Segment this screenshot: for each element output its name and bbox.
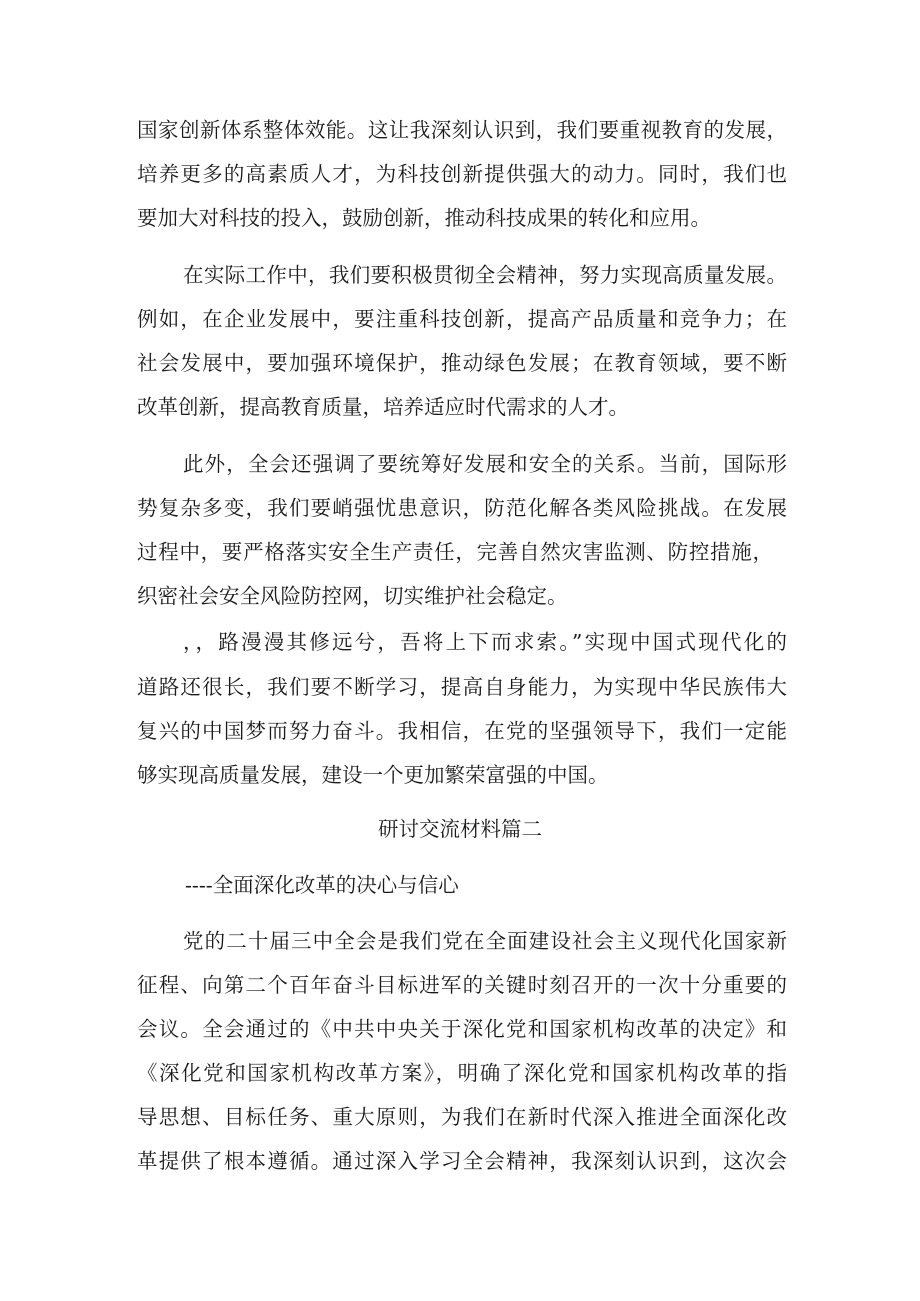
paragraph-2-line-1: 在实际工作中，我们要积极贯彻全会精神，努力实现高质量发展。 [183, 263, 787, 287]
paragraph-2-line-4: 改革创新，提高教育质量，培养适应时代需求的人才。 [137, 395, 629, 419]
paragraph-3-line-1: 此外，全会还强调了要统筹好发展和安全的关系。当前，国际形 [183, 452, 787, 476]
paragraph-1-line-2: 培养更多的高素质人才，为科技创新提供强大的动力。同时，我们也 [137, 162, 787, 186]
paragraph-1-line-1: 国家创新体系整体效能。这让我深刻认识到，我们要重视教育的发展， [137, 118, 787, 142]
paragraph-4-line-3: 复兴的中国梦而努力奋斗。我相信，在党的坚强领导下，我们一定能 [137, 719, 787, 743]
paragraph-4-line-4: 够实现高质量发展，建设一个更加繁荣富强的中国。 [137, 763, 609, 787]
paragraph-2-line-3: 社会发展中，要加强环境保护，推动绿色发展；在教育领域，要不断 [137, 351, 787, 375]
section-paragraph-line-6: 革提供了根本遵循。通过深入学习全会精神，我深刻认识到，这次会 [137, 1149, 787, 1173]
paragraph-4-line-1: ，，路漫漫其修远兮，吾将上下而求索。”实现中国式现代化的 [183, 630, 787, 654]
paragraph-3-line-2: 势复杂多变，我们要峭强忧患意识，防范化解各类风险挑战。在发展 [137, 496, 787, 520]
section-paragraph-line-3: 会议。全会通过的《中共中央关于深化党和国家机构改革的决定》和 [137, 1017, 787, 1041]
paragraph-2-line-2: 例如，在企业发展中，要注重科技创新，提高产品质量和竞争力；在 [137, 307, 787, 331]
section-paragraph-line-5: 导思想、目标任务、重大原则，为我们在新时代深入推进全面深化改 [137, 1105, 787, 1129]
section-subtitle: ----全面深化改革的决心与信心 [185, 873, 459, 897]
section-paragraph-line-4: 《深化党和国家机构改革方案》，明确了深化党和国家机构改革的指 [137, 1061, 787, 1085]
paragraph-4-line-2: 道路还很长，我们要不断学习，提高自身能力，为实现中华民族伟大 [137, 675, 787, 699]
section-paragraph-line-2: 征程、向第二个百年奋斗目标进军的关键时刻召开的一次十分重要的 [137, 973, 787, 997]
section-title: 研讨交流材料篇二 [378, 817, 542, 841]
paragraph-3-line-3: 过程中，要严格落实安全生产责任，完善自然灾害监测、防控措施， [137, 540, 773, 564]
paragraph-3-line-4: 织密社会安全风险防控网，切实维护社会稳定。 [137, 584, 568, 608]
paragraph-1-line-3: 要加大对科技的投入，鼓励创新，推动科技成果的转化和应用。 [137, 206, 711, 230]
section-paragraph-line-1: 党的二十届三中全会是我们党在全面建设社会主义现代化国家新 [183, 929, 787, 953]
